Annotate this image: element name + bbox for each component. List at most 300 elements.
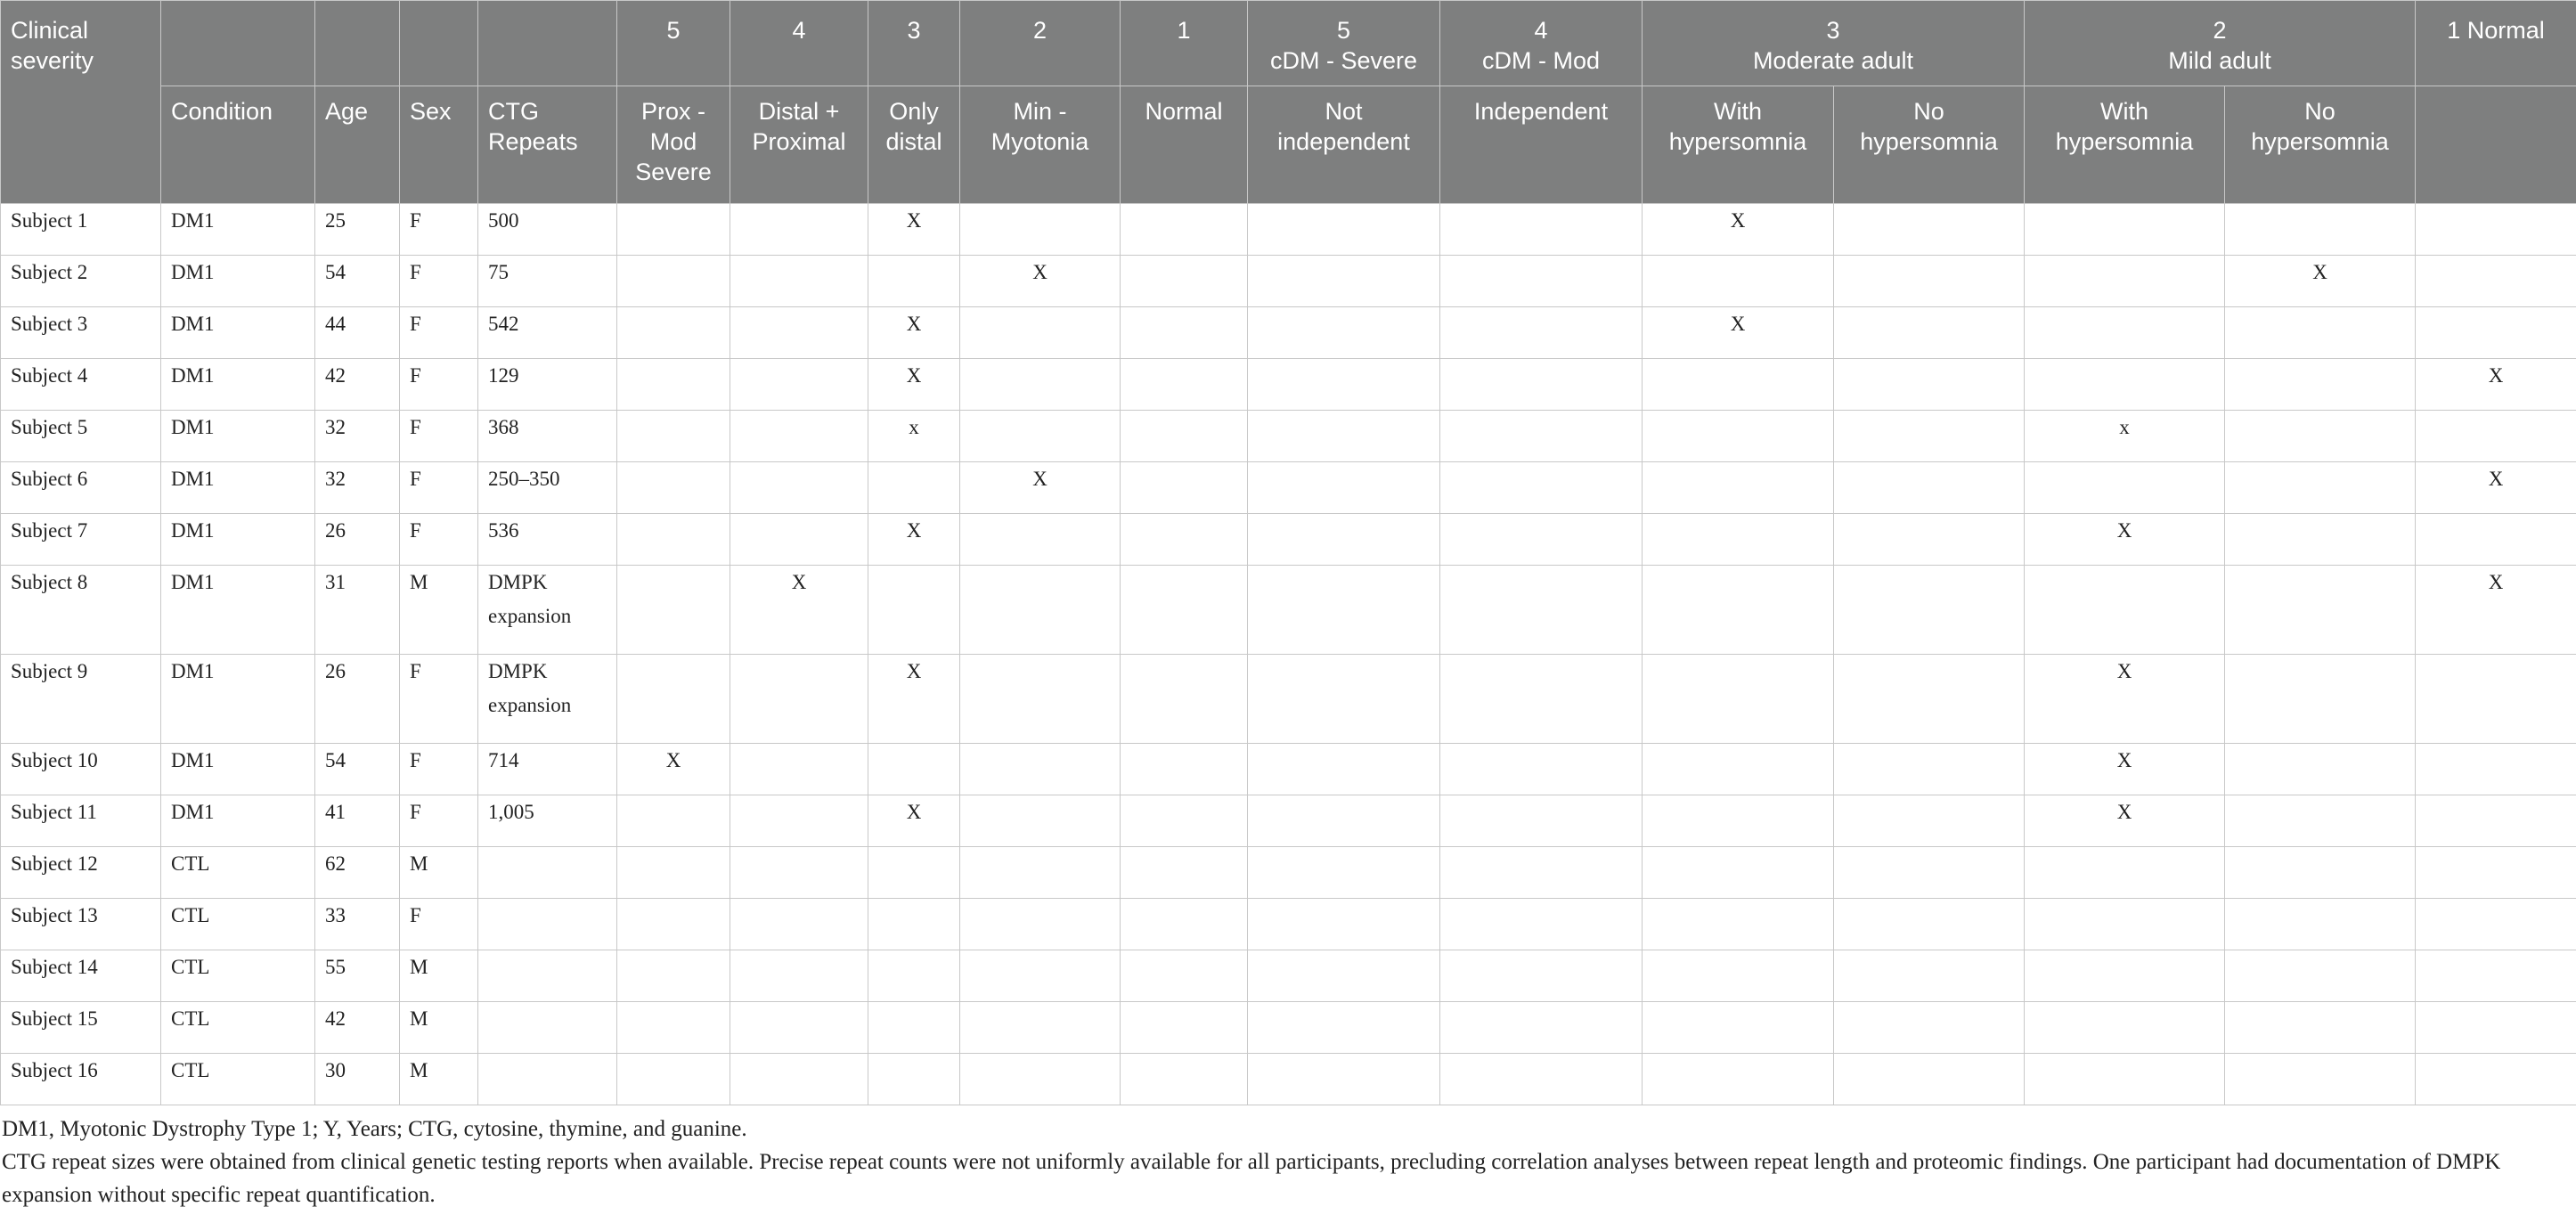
severity-mark-cell (1643, 1002, 1834, 1054)
header-blank (2416, 86, 2576, 204)
header-not-independent: Not independent (1248, 86, 1440, 204)
severity-mark-cell (617, 655, 730, 744)
subject-cell: Subject 12 (1, 847, 161, 899)
table-row (1, 514, 2576, 566)
severity-mark-cell (1248, 655, 1440, 744)
severity-mark-cell (2225, 307, 2416, 359)
severity-mark-cell (960, 899, 1121, 950)
condition-cell: CTL (161, 847, 315, 899)
severity-mark-cell (1643, 950, 1834, 1002)
age-cell: 33 (315, 899, 400, 950)
severity-mark-cell (617, 566, 730, 655)
subject-cell: Subject 10 (1, 744, 161, 795)
severity-mark-cell (2025, 307, 2225, 359)
severity-mark-cell (730, 462, 868, 514)
ctg-repeats-cell (478, 899, 617, 950)
header-blank (315, 1, 400, 86)
severity-mark-cell (730, 514, 868, 566)
sex-cell: F (400, 514, 478, 566)
severity-mark-cell (2416, 307, 2576, 359)
severity-mark-cell (1121, 1054, 1248, 1105)
severity-mark-cell (960, 744, 1121, 795)
ctg-repeats-cell: 714 (478, 744, 617, 795)
sex-cell: F (400, 899, 478, 950)
severity-mark-cell: X (617, 744, 730, 795)
table-row (1, 1002, 2576, 1054)
severity-mark-cell (1121, 359, 1248, 411)
condition-cell: DM1 (161, 514, 315, 566)
severity-mark-cell (1248, 411, 1440, 462)
severity-mark-cell (2225, 462, 2416, 514)
severity-mark-cell (960, 1002, 1121, 1054)
severity-mark-cell (1834, 1054, 2025, 1105)
subject-cell: Subject 9 (1, 655, 161, 744)
age-cell: 62 (315, 847, 400, 899)
severity-mark-cell (1643, 655, 1834, 744)
severity-mark-cell (1643, 462, 1834, 514)
header-blank (161, 1, 315, 86)
condition-cell: DM1 (161, 462, 315, 514)
severity-mark-cell (1121, 899, 1248, 950)
severity-mark-cell (1440, 1054, 1643, 1105)
severity-mark-cell: x (2025, 411, 2225, 462)
sex-cell: F (400, 307, 478, 359)
header-ctg-repeats: CTG Repeats (478, 86, 617, 204)
ctg-repeats-cell (478, 847, 617, 899)
ctg-repeats-cell (478, 950, 617, 1002)
header-clinical-severity: Clinical severity (1, 1, 161, 204)
severity-mark-cell (1834, 256, 2025, 307)
severity-mark-cell (868, 1054, 960, 1105)
ctg-repeats-cell: 250–350 (478, 462, 617, 514)
age-cell: 41 (315, 795, 400, 847)
sex-cell: F (400, 795, 478, 847)
ctg-repeats-cell: 542 (478, 307, 617, 359)
sex-cell: F (400, 655, 478, 744)
severity-mark-cell (1121, 795, 1248, 847)
subject-cell: Subject 2 (1, 256, 161, 307)
severity-mark-cell (730, 256, 868, 307)
table-row (1, 566, 2576, 655)
severity-mark-cell (1248, 307, 1440, 359)
header-distal-proximal: Distal + Proximal (730, 86, 868, 204)
severity-mark-cell (2416, 411, 2576, 462)
condition-cell: DM1 (161, 411, 315, 462)
severity-mark-cell (2025, 1002, 2225, 1054)
age-cell: 54 (315, 744, 400, 795)
severity-mark-cell (2225, 514, 2416, 566)
header-normal: 1 Normal (2416, 1, 2576, 86)
severity-mark-cell (1440, 411, 1643, 462)
severity-mark-cell: X (2416, 462, 2576, 514)
severity-mark-cell (960, 359, 1121, 411)
severity-mark-cell: X (868, 307, 960, 359)
table-row (1, 1054, 2576, 1105)
table-row (1, 899, 2576, 950)
age-cell: 26 (315, 514, 400, 566)
severity-mark-cell (1643, 744, 1834, 795)
ctg-repeats-cell: 368 (478, 411, 617, 462)
severity-mark-cell (730, 307, 868, 359)
severity-mark-cell (1121, 411, 1248, 462)
header-blank (478, 1, 617, 86)
severity-mark-cell (1834, 1002, 2025, 1054)
severity-mark-cell (2416, 899, 2576, 950)
severity-mark-cell (2225, 1054, 2416, 1105)
severity-mark-cell: X (2025, 655, 2225, 744)
severity-mark-cell (2225, 795, 2416, 847)
condition-cell: DM1 (161, 307, 315, 359)
severity-mark-cell (2416, 847, 2576, 899)
header-moderate-adult: 3 Moderate adult (1643, 1, 2025, 86)
severity-mark-cell (1834, 847, 2025, 899)
severity-mark-cell (2225, 744, 2416, 795)
severity-mark-cell (2416, 1002, 2576, 1054)
severity-mark-cell: X (868, 514, 960, 566)
severity-mark-cell (1248, 256, 1440, 307)
severity-mark-cell (1440, 795, 1643, 847)
age-cell: 55 (315, 950, 400, 1002)
severity-mark-cell (960, 307, 1121, 359)
severity-mark-cell (1248, 462, 1440, 514)
age-cell: 42 (315, 359, 400, 411)
ctg-repeats-cell: 536 (478, 514, 617, 566)
severity-mark-cell (1643, 1054, 1834, 1105)
severity-mark-cell (1440, 359, 1643, 411)
severity-mark-cell (617, 256, 730, 307)
header-cdm-severe: 5 cDM - Severe (1248, 1, 1440, 86)
severity-mark-cell: X (2225, 256, 2416, 307)
severity-mark-cell (2416, 1054, 2576, 1105)
header-cdm-mod: 4 cDM - Mod (1440, 1, 1643, 86)
sex-cell: F (400, 411, 478, 462)
severity-mark-cell: X (2025, 795, 2225, 847)
severity-mark-cell (617, 204, 730, 256)
sex-cell: M (400, 566, 478, 655)
severity-mark-cell (2225, 899, 2416, 950)
sex-cell: F (400, 462, 478, 514)
sex-cell: F (400, 744, 478, 795)
severity-mark-cell (1440, 899, 1643, 950)
severity-mark-cell (1121, 256, 1248, 307)
footnote-abbreviations: DM1, Myotonic Dystrophy Type 1; Y, Years; CTG, cytosine, thymine, and guanine. (2, 1117, 747, 1141)
condition-cell: DM1 (161, 566, 315, 655)
severity-mark-cell (868, 462, 960, 514)
severity-mark-cell (960, 847, 1121, 899)
severity-mark-cell (2416, 744, 2576, 795)
table-row (1, 462, 2576, 514)
subject-cell: Subject 6 (1, 462, 161, 514)
header-score-2: 2 (960, 1, 1121, 86)
severity-mark-cell (960, 795, 1121, 847)
sex-cell: M (400, 1002, 478, 1054)
severity-mark-cell (1248, 359, 1440, 411)
severity-mark-cell (730, 847, 868, 899)
severity-mark-cell (2416, 950, 2576, 1002)
severity-mark-cell (2025, 566, 2225, 655)
age-cell: 54 (315, 256, 400, 307)
header-mild-adult: 2 Mild adult (2025, 1, 2416, 86)
header-moderate-no-hypersomnia: No hypersomnia (1834, 86, 2025, 204)
age-cell: 32 (315, 462, 400, 514)
subject-cell: Subject 14 (1, 950, 161, 1002)
severity-mark-cell: X (960, 462, 1121, 514)
severity-mark-cell (1248, 204, 1440, 256)
age-cell: 32 (315, 411, 400, 462)
severity-mark-cell (1440, 655, 1643, 744)
severity-mark-cell (1834, 795, 2025, 847)
severity-mark-cell (1643, 795, 1834, 847)
severity-mark-cell (960, 566, 1121, 655)
severity-mark-cell (868, 847, 960, 899)
condition-cell: DM1 (161, 655, 315, 744)
severity-mark-cell (1248, 514, 1440, 566)
severity-mark-cell (2416, 655, 2576, 744)
severity-mark-cell (868, 744, 960, 795)
severity-mark-cell (1440, 847, 1643, 899)
severity-mark-cell (2225, 411, 2416, 462)
severity-mark-cell (2225, 655, 2416, 744)
severity-mark-cell: x (868, 411, 960, 462)
ctg-repeats-cell (478, 1054, 617, 1105)
severity-mark-cell (2416, 795, 2576, 847)
severity-mark-cell (617, 411, 730, 462)
severity-mark-cell (730, 795, 868, 847)
severity-mark-cell: X (2416, 566, 2576, 655)
severity-mark-cell (1643, 566, 1834, 655)
severity-mark-cell (1834, 204, 2025, 256)
subject-cell: Subject 3 (1, 307, 161, 359)
header-independent: Independent (1440, 86, 1643, 204)
severity-mark-cell (617, 1054, 730, 1105)
condition-cell: CTL (161, 950, 315, 1002)
severity-mark-cell (1440, 256, 1643, 307)
severity-mark-cell (1121, 744, 1248, 795)
severity-mark-cell (1440, 566, 1643, 655)
severity-mark-cell (2025, 359, 2225, 411)
severity-mark-cell (1248, 566, 1440, 655)
severity-mark-cell (868, 950, 960, 1002)
table-header (1, 1, 2576, 204)
severity-mark-cell: X (1643, 204, 1834, 256)
sex-cell: F (400, 204, 478, 256)
severity-mark-cell (617, 307, 730, 359)
severity-mark-cell: X (2416, 359, 2576, 411)
ctg-repeats-cell: 129 (478, 359, 617, 411)
table-row (1, 411, 2576, 462)
severity-mark-cell (2225, 359, 2416, 411)
ctg-repeats-cell: DMPK expansion (478, 655, 617, 744)
condition-cell: DM1 (161, 795, 315, 847)
age-cell: 30 (315, 1054, 400, 1105)
condition-cell: CTL (161, 1054, 315, 1105)
header-only-distal: Only distal (868, 86, 960, 204)
severity-mark-cell (1121, 307, 1248, 359)
severity-mark-cell (617, 462, 730, 514)
subject-cell: Subject 16 (1, 1054, 161, 1105)
header-mild-with-hypersomnia: With hypersomnia (2025, 86, 2225, 204)
subject-cell: Subject 1 (1, 204, 161, 256)
table-body (1, 204, 2576, 1105)
subject-cell: Subject 11 (1, 795, 161, 847)
table-row (1, 744, 2576, 795)
severity-mark-cell (730, 359, 868, 411)
severity-mark-cell (1643, 359, 1834, 411)
sex-cell: M (400, 1054, 478, 1105)
severity-mark-cell (2416, 204, 2576, 256)
severity-mark-cell (2225, 950, 2416, 1002)
severity-mark-cell (868, 256, 960, 307)
ctg-repeats-cell: DMPK expansion (478, 566, 617, 655)
condition-cell: CTL (161, 1002, 315, 1054)
subject-cell: Subject 15 (1, 1002, 161, 1054)
severity-mark-cell (1121, 514, 1248, 566)
severity-mark-cell (2416, 514, 2576, 566)
severity-mark-cell (1121, 847, 1248, 899)
header-row-top (1, 1, 2576, 86)
sex-cell: F (400, 359, 478, 411)
severity-mark-cell (1121, 462, 1248, 514)
severity-mark-cell (1643, 899, 1834, 950)
severity-mark-cell (1248, 847, 1440, 899)
subject-cell: Subject 13 (1, 899, 161, 950)
severity-mark-cell (2025, 899, 2225, 950)
condition-cell: DM1 (161, 256, 315, 307)
severity-mark-cell (2025, 950, 2225, 1002)
severity-mark-cell: X (730, 566, 868, 655)
table-row (1, 204, 2576, 256)
age-cell: 25 (315, 204, 400, 256)
header-condition: Condition (161, 86, 315, 204)
severity-mark-cell (868, 566, 960, 655)
severity-mark-cell (960, 514, 1121, 566)
age-cell: 26 (315, 655, 400, 744)
age-cell: 44 (315, 307, 400, 359)
header-score-4: 4 (730, 1, 868, 86)
severity-mark-cell (617, 847, 730, 899)
severity-mark-cell (1248, 1002, 1440, 1054)
severity-mark-cell (2025, 847, 2225, 899)
severity-mark-cell (1440, 744, 1643, 795)
severity-mark-cell: X (2025, 514, 2225, 566)
severity-mark-cell (617, 950, 730, 1002)
severity-mark-cell (2225, 1002, 2416, 1054)
subject-cell: Subject 7 (1, 514, 161, 566)
severity-mark-cell (617, 514, 730, 566)
age-cell: 31 (315, 566, 400, 655)
ctg-repeats-cell: 500 (478, 204, 617, 256)
severity-mark-cell (1121, 566, 1248, 655)
footnote-ctg: CTG repeat sizes were obtained from clinical genetic testing reports when available. Precise repeat counts were not uniformly available for all participants, precluding correlation analyses between repeat length and proteomic findings. One participant had documentation of DMPK expansion without specific repeat quantification. (2, 1150, 2501, 1207)
severity-mark-cell (1248, 950, 1440, 1002)
severity-mark-cell (1643, 411, 1834, 462)
severity-mark-cell (617, 899, 730, 950)
severity-mark-cell (730, 1002, 868, 1054)
severity-mark-cell (1440, 950, 1643, 1002)
severity-mark-cell (730, 950, 868, 1002)
severity-mark-cell: X (868, 204, 960, 256)
severity-mark-cell (960, 204, 1121, 256)
severity-mark-cell (1834, 744, 2025, 795)
severity-mark-cell: X (2025, 744, 2225, 795)
severity-mark-cell (2225, 847, 2416, 899)
severity-mark-cell (730, 744, 868, 795)
severity-mark-cell (617, 795, 730, 847)
condition-cell: DM1 (161, 204, 315, 256)
severity-mark-cell (1834, 514, 2025, 566)
severity-mark-cell: X (868, 359, 960, 411)
severity-mark-cell (2025, 204, 2225, 256)
severity-mark-cell (730, 1054, 868, 1105)
ctg-repeats-cell: 1,005 (478, 795, 617, 847)
table-row (1, 655, 2576, 744)
header-score-1: 1 (1121, 1, 1248, 86)
table-footnotes (0, 1105, 2567, 1211)
subject-cell: Subject 4 (1, 359, 161, 411)
severity-mark-cell (1834, 899, 2025, 950)
header-min-myotonia: Min - Myotonia (960, 86, 1121, 204)
severity-mark-cell (1834, 566, 2025, 655)
ctg-repeats-cell (478, 1002, 617, 1054)
severity-mark-cell (2025, 256, 2225, 307)
severity-mark-cell (1121, 204, 1248, 256)
severity-mark-cell (1248, 899, 1440, 950)
header-mild-no-hypersomnia: No hypersomnia (2225, 86, 2416, 204)
severity-mark-cell (2025, 462, 2225, 514)
severity-mark-cell: X (868, 795, 960, 847)
severity-mark-cell (730, 204, 868, 256)
condition-cell: DM1 (161, 744, 315, 795)
severity-mark-cell (1643, 256, 1834, 307)
subject-cell: Subject 8 (1, 566, 161, 655)
severity-mark-cell (960, 411, 1121, 462)
header-prox-mod-severe: Prox - Mod Severe (617, 86, 730, 204)
severity-mark-cell (730, 411, 868, 462)
severity-mark-cell (1643, 847, 1834, 899)
table-row (1, 256, 2576, 307)
severity-mark-cell (2225, 204, 2416, 256)
severity-mark-cell (1834, 359, 2025, 411)
age-cell: 42 (315, 1002, 400, 1054)
severity-mark-cell (1440, 1002, 1643, 1054)
header-score-3: 3 (868, 1, 960, 86)
severity-mark-cell: X (1643, 307, 1834, 359)
table-row (1, 359, 2576, 411)
subject-cell: Subject 5 (1, 411, 161, 462)
severity-mark-cell (730, 655, 868, 744)
header-row-sub (1, 86, 2576, 204)
severity-mark-cell (2025, 1054, 2225, 1105)
sex-cell: M (400, 847, 478, 899)
severity-mark-cell (1121, 950, 1248, 1002)
severity-mark-cell (2416, 256, 2576, 307)
severity-mark-cell (1834, 462, 2025, 514)
severity-mark-cell (2225, 566, 2416, 655)
ctg-repeats-cell: 75 (478, 256, 617, 307)
header-age: Age (315, 86, 400, 204)
severity-mark-cell (1121, 655, 1248, 744)
header-blank (400, 1, 478, 86)
severity-mark-cell (1248, 795, 1440, 847)
severity-mark-cell (1834, 411, 2025, 462)
severity-mark-cell (1440, 462, 1643, 514)
severity-mark-cell (1440, 307, 1643, 359)
severity-mark-cell (1834, 655, 2025, 744)
severity-mark-cell (617, 1002, 730, 1054)
condition-cell: DM1 (161, 359, 315, 411)
header-sex: Sex (400, 86, 478, 204)
header-moderate-with-hypersomnia: With hypersomnia (1643, 86, 1834, 204)
